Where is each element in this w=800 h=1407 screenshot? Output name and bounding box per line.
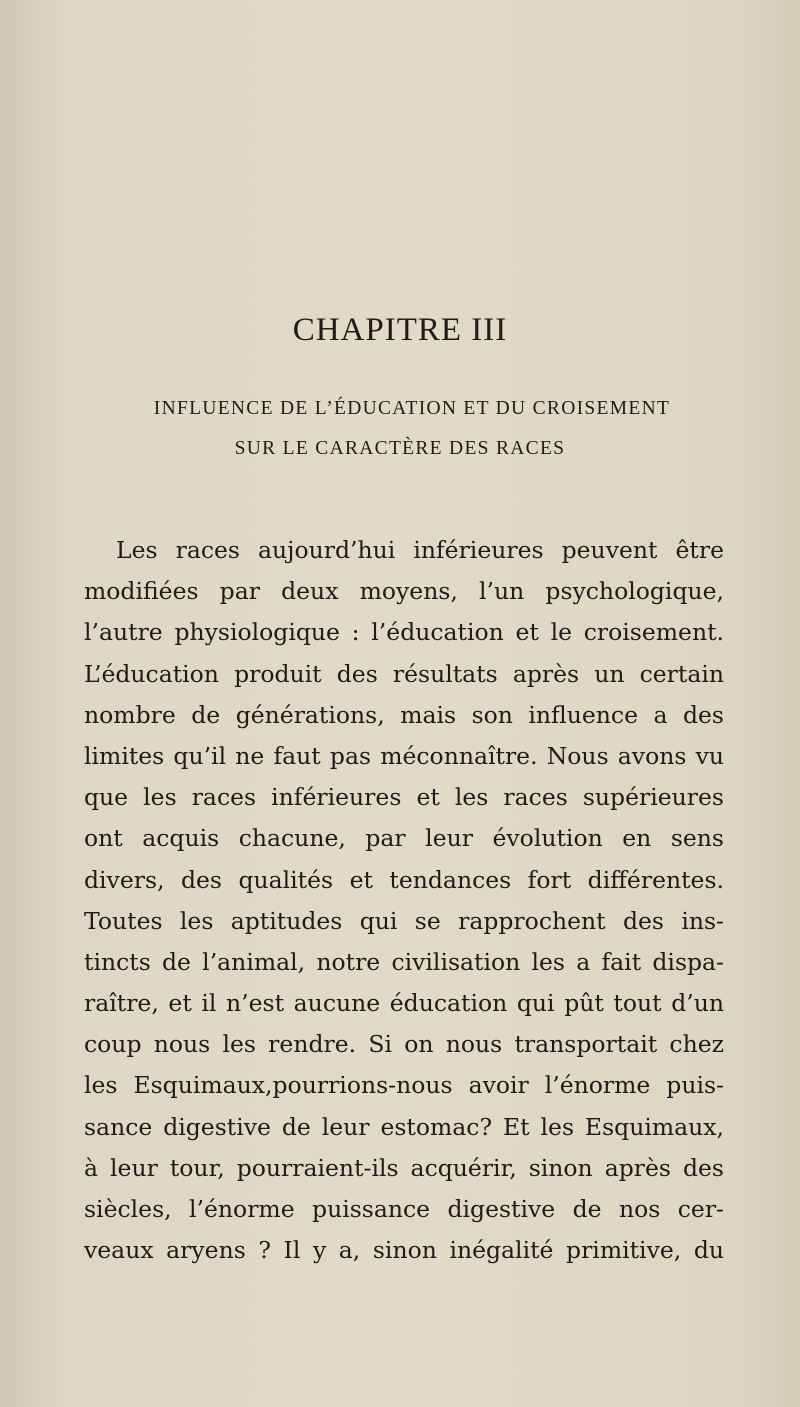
- text-line: raître, et il n’est aucune éducation qui pût tout d’un: [84, 989, 724, 1018]
- text-line: nombre de générations, mais son influence a des: [84, 700, 724, 729]
- text-line: limites qu’il ne faut pas méconnaître. Nous avons vu: [84, 741, 724, 770]
- chapter-subtitle-line-2: SUR LE CARACTÈRE DES RACES: [234, 438, 566, 459]
- chapter-title: CHAPITRE III: [292, 312, 508, 348]
- body-paragraph: [84, 530, 724, 1271]
- text-line: divers, des qualités et tendances fort différentes.: [84, 865, 724, 894]
- text-line: Toutes les aptitudes qui se rapprochent des ins-: [84, 906, 724, 935]
- text-line: l’autre physiologique : l’éducation et le croisement.: [84, 618, 724, 647]
- text-line: les Esquimaux,pourrions-nous avoir l’énorme puis-: [84, 1071, 724, 1100]
- text-line: siècles, l’énorme puissance digestive de nos cer-: [84, 1195, 724, 1223]
- text-line: Les races aujourd’hui inférieures peuvent être: [116, 536, 724, 564]
- text-line: L’éducation produit des résultats après un certain: [84, 659, 724, 688]
- text-line: à leur tour, pourraient-ils acquérir, sinon après des: [84, 1153, 724, 1182]
- text-line: coup nous les rendre. Si on nous transportait chez: [84, 1030, 724, 1059]
- text-line: ont acquis chacune, par leur évolution en sens: [84, 824, 724, 853]
- chapter-subtitle-line-1: INFLUENCE DE L’ÉDUCATION ET DU CROISEMENT: [153, 398, 671, 419]
- text-line: tincts de l’animal, notre civilisation les a fait dispa-: [84, 947, 724, 976]
- text-line: modifiées par deux moyens, l’un psychologique,: [84, 577, 724, 606]
- text-line: que les races inférieures et les races supérieures: [84, 783, 724, 812]
- text-line: sance digestive de leur estomac? Et les Esquimaux,: [84, 1112, 724, 1141]
- text-line: veaux aryens ? Il y a, sinon inégalité primitive, du: [84, 1236, 724, 1265]
